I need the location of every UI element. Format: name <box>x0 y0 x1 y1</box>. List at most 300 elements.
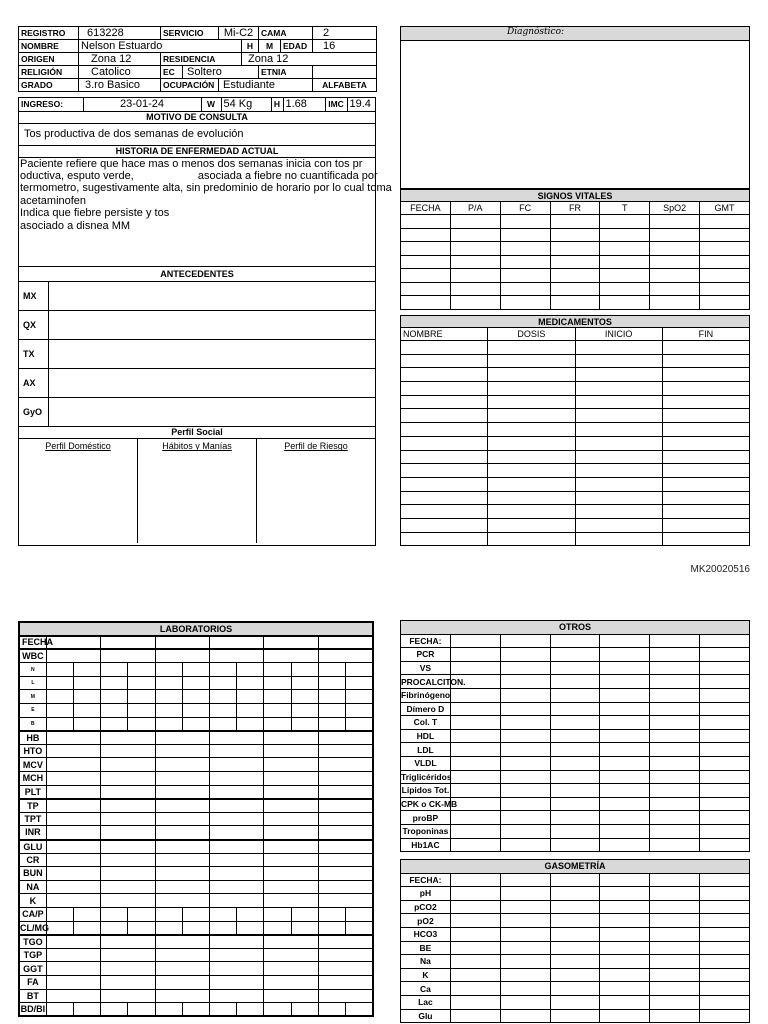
signos-cell[interactable] <box>600 242 650 256</box>
lab-cell[interactable] <box>101 840 155 854</box>
lab-fecha-cell[interactable] <box>210 636 264 650</box>
otros-cell[interactable] <box>450 811 500 825</box>
otros-cell[interactable] <box>700 770 750 784</box>
antecedente-field[interactable] <box>49 340 375 368</box>
lab-cell[interactable] <box>128 704 155 718</box>
lab-cell[interactable] <box>318 853 373 867</box>
lab-cell[interactable] <box>46 853 100 867</box>
lab-cell[interactable] <box>46 989 100 1003</box>
medicamentos-cell[interactable] <box>488 409 575 423</box>
lab-cell[interactable] <box>155 744 209 758</box>
otros-cell[interactable] <box>650 648 700 662</box>
signos-cell[interactable] <box>600 269 650 283</box>
lab-cell[interactable] <box>73 663 100 677</box>
otros-cell[interactable] <box>700 743 750 757</box>
antecedente-field[interactable] <box>49 369 375 397</box>
gasometria-cell[interactable] <box>600 900 650 914</box>
lab-cell[interactable] <box>264 772 318 786</box>
signos-cell[interactable] <box>600 255 650 269</box>
lab-cell[interactable] <box>101 880 155 894</box>
otros-cell[interactable] <box>650 634 700 648</box>
otros-cell[interactable] <box>500 811 550 825</box>
gasometria-cell[interactable] <box>700 995 750 1009</box>
gasometria-cell[interactable] <box>500 900 550 914</box>
otros-cell[interactable] <box>650 784 700 798</box>
signos-cell[interactable] <box>450 215 500 229</box>
lab-cell[interactable] <box>318 894 373 908</box>
otros-cell[interactable] <box>500 824 550 838</box>
lab-cell[interactable] <box>73 907 100 921</box>
lab-cell[interactable] <box>101 894 155 908</box>
gasometria-cell[interactable] <box>450 927 500 941</box>
lab-cell[interactable] <box>101 744 155 758</box>
lab-cell[interactable] <box>318 731 373 745</box>
gasometria-cell[interactable] <box>600 887 650 901</box>
lab-cell[interactable] <box>155 812 209 826</box>
lab-cell[interactable] <box>210 676 237 690</box>
lab-cell[interactable] <box>101 676 128 690</box>
lab-cell[interactable] <box>101 663 128 677</box>
gasometria-cell[interactable] <box>500 995 550 1009</box>
lab-cell[interactable] <box>155 975 209 989</box>
lab-cell[interactable] <box>46 772 100 786</box>
medicamentos-cell[interactable] <box>488 368 575 382</box>
signos-cell[interactable] <box>450 228 500 242</box>
otros-cell[interactable] <box>700 784 750 798</box>
lab-cell[interactable] <box>210 717 237 731</box>
medicamentos-cell[interactable] <box>575 518 662 532</box>
medicamentos-cell[interactable] <box>662 464 749 478</box>
gasometria-cell[interactable] <box>550 955 600 969</box>
lab-cell[interactable] <box>210 975 264 989</box>
lab-cell[interactable] <box>128 921 155 935</box>
otros-cell[interactable] <box>700 756 750 770</box>
lab-cell[interactable] <box>101 758 155 772</box>
signos-cell[interactable] <box>450 255 500 269</box>
lab-cell[interactable] <box>291 907 318 921</box>
gasometria-cell[interactable] <box>500 955 550 969</box>
gasometria-cell[interactable] <box>650 927 700 941</box>
lab-cell[interactable] <box>101 1003 128 1017</box>
signos-cell[interactable] <box>500 215 550 229</box>
gasometria-cell[interactable] <box>600 968 650 982</box>
lab-cell[interactable] <box>210 826 264 840</box>
lab-cell[interactable] <box>101 867 155 881</box>
lab-cell[interactable] <box>210 690 237 704</box>
otros-cell[interactable] <box>550 688 600 702</box>
lab-cell[interactable] <box>237 921 264 935</box>
lab-cell[interactable] <box>155 758 209 772</box>
medicamentos-cell[interactable] <box>662 409 749 423</box>
otros-cell[interactable] <box>650 811 700 825</box>
lab-cell[interactable] <box>101 975 155 989</box>
medicamentos-cell[interactable] <box>401 505 488 519</box>
lab-cell[interactable] <box>73 690 100 704</box>
lab-cell[interactable] <box>318 921 345 935</box>
gasometria-cell[interactable] <box>500 968 550 982</box>
lab-cell[interactable] <box>210 840 264 854</box>
otros-cell[interactable] <box>600 661 650 675</box>
lab-cell[interactable] <box>264 921 291 935</box>
lab-cell[interactable] <box>291 690 318 704</box>
lab-cell[interactable] <box>264 663 291 677</box>
lab-cell[interactable] <box>318 962 373 976</box>
otros-cell[interactable] <box>550 661 600 675</box>
gasometria-cell[interactable] <box>450 982 500 996</box>
lab-cell[interactable] <box>46 1003 73 1017</box>
medicamentos-cell[interactable] <box>575 382 662 396</box>
lab-fecha-cell[interactable] <box>101 636 155 650</box>
otros-cell[interactable] <box>450 797 500 811</box>
gasometria-cell[interactable] <box>700 900 750 914</box>
signos-cell[interactable] <box>401 296 451 310</box>
gasometria-cell[interactable] <box>700 887 750 901</box>
medicamentos-cell[interactable] <box>488 532 575 546</box>
lab-cell[interactable] <box>155 649 209 663</box>
otros-cell[interactable] <box>450 770 500 784</box>
gasometria-cell[interactable] <box>500 873 550 887</box>
lab-cell[interactable] <box>264 840 318 854</box>
lab-cell[interactable] <box>264 935 318 949</box>
medicamentos-cell[interactable] <box>662 450 749 464</box>
gasometria-cell[interactable] <box>550 914 600 928</box>
lab-cell[interactable] <box>46 975 100 989</box>
signos-cell[interactable] <box>700 282 750 296</box>
lab-cell[interactable] <box>264 853 318 867</box>
lab-cell[interactable] <box>46 840 100 854</box>
otros-cell[interactable] <box>450 824 500 838</box>
gasometria-cell[interactable] <box>450 955 500 969</box>
lab-cell[interactable] <box>210 894 264 908</box>
medicamentos-cell[interactable] <box>488 464 575 478</box>
otros-cell[interactable] <box>600 756 650 770</box>
lab-cell[interactable] <box>291 676 318 690</box>
gasometria-cell[interactable] <box>650 968 700 982</box>
medicamentos-cell[interactable] <box>401 491 488 505</box>
otros-cell[interactable] <box>550 675 600 689</box>
gasometria-cell[interactable] <box>450 900 500 914</box>
lab-cell[interactable] <box>318 690 345 704</box>
lab-cell[interactable] <box>182 1003 209 1017</box>
medicamentos-cell[interactable] <box>401 518 488 532</box>
medicamentos-cell[interactable] <box>488 491 575 505</box>
lab-cell[interactable] <box>101 772 155 786</box>
lab-cell[interactable] <box>46 663 73 677</box>
lab-cell[interactable] <box>73 676 100 690</box>
medicamentos-cell[interactable] <box>488 518 575 532</box>
gasometria-cell[interactable] <box>450 873 500 887</box>
medicamentos-cell[interactable] <box>488 382 575 396</box>
otros-cell[interactable] <box>700 688 750 702</box>
medicamentos-cell[interactable] <box>401 341 488 355</box>
lab-cell[interactable] <box>128 717 155 731</box>
otros-cell[interactable] <box>600 797 650 811</box>
gasometria-cell[interactable] <box>700 927 750 941</box>
otros-cell[interactable] <box>600 770 650 784</box>
otros-cell[interactable] <box>450 716 500 730</box>
lab-cell[interactable] <box>155 948 209 962</box>
lab-cell[interactable] <box>46 731 100 745</box>
signos-cell[interactable] <box>700 228 750 242</box>
signos-cell[interactable] <box>450 282 500 296</box>
lab-cell[interactable] <box>155 921 182 935</box>
lab-cell[interactable] <box>73 717 100 731</box>
lab-cell[interactable] <box>46 880 100 894</box>
gasometria-cell[interactable] <box>600 955 650 969</box>
lab-cell[interactable] <box>210 744 264 758</box>
lab-cell[interactable] <box>291 717 318 731</box>
otros-cell[interactable] <box>550 648 600 662</box>
lab-cell[interactable] <box>210 758 264 772</box>
lab-cell[interactable] <box>155 785 209 799</box>
gasometria-cell[interactable] <box>500 982 550 996</box>
lab-cell[interactable] <box>46 717 73 731</box>
lab-cell[interactable] <box>182 921 209 935</box>
lab-cell[interactable] <box>318 867 373 881</box>
signos-cell[interactable] <box>700 269 750 283</box>
lab-cell[interactable] <box>237 717 264 731</box>
otros-cell[interactable] <box>450 743 500 757</box>
gasometria-cell[interactable] <box>600 927 650 941</box>
medicamentos-cell[interactable] <box>401 382 488 396</box>
lab-cell[interactable] <box>210 812 264 826</box>
medicamentos-cell[interactable] <box>662 436 749 450</box>
lab-cell[interactable] <box>264 880 318 894</box>
gasometria-cell[interactable] <box>700 873 750 887</box>
signos-cell[interactable] <box>600 296 650 310</box>
lab-cell[interactable] <box>101 690 128 704</box>
signos-cell[interactable] <box>500 255 550 269</box>
gasometria-cell[interactable] <box>550 927 600 941</box>
gasometria-cell[interactable] <box>650 995 700 1009</box>
otros-cell[interactable] <box>500 634 550 648</box>
gasometria-cell[interactable] <box>700 914 750 928</box>
gasometria-cell[interactable] <box>650 982 700 996</box>
lab-cell[interactable] <box>46 935 100 949</box>
lab-cell[interactable] <box>291 704 318 718</box>
signos-cell[interactable] <box>600 215 650 229</box>
otros-cell[interactable] <box>650 743 700 757</box>
lab-cell[interactable] <box>155 894 209 908</box>
otros-cell[interactable] <box>550 729 600 743</box>
otros-cell[interactable] <box>450 784 500 798</box>
otros-cell[interactable] <box>500 770 550 784</box>
otros-cell[interactable] <box>550 743 600 757</box>
otros-cell[interactable] <box>500 838 550 852</box>
lab-cell[interactable] <box>46 676 73 690</box>
otros-cell[interactable] <box>600 634 650 648</box>
lab-cell[interactable] <box>46 649 100 663</box>
lab-cell[interactable] <box>237 907 264 921</box>
otros-cell[interactable] <box>450 688 500 702</box>
lab-cell[interactable] <box>210 880 264 894</box>
otros-cell[interactable] <box>650 797 700 811</box>
medicamentos-cell[interactable] <box>488 436 575 450</box>
lab-cell[interactable] <box>73 1003 100 1017</box>
medicamentos-cell[interactable] <box>488 450 575 464</box>
lab-fecha-cell[interactable] <box>318 636 373 650</box>
medicamentos-cell[interactable] <box>488 423 575 437</box>
medicamentos-cell[interactable] <box>662 368 749 382</box>
gasometria-cell[interactable] <box>450 887 500 901</box>
medicamentos-cell[interactable] <box>575 505 662 519</box>
lab-fecha-cell[interactable] <box>155 636 209 650</box>
lab-cell[interactable] <box>318 772 373 786</box>
lab-cell[interactable] <box>318 975 373 989</box>
lab-cell[interactable] <box>101 717 128 731</box>
lab-cell[interactable] <box>101 731 155 745</box>
lab-cell[interactable] <box>291 663 318 677</box>
otros-cell[interactable] <box>600 675 650 689</box>
otros-cell[interactable] <box>550 784 600 798</box>
gasometria-cell[interactable] <box>650 873 700 887</box>
signos-cell[interactable] <box>450 269 500 283</box>
lab-cell[interactable] <box>210 799 264 813</box>
lab-cell[interactable] <box>318 880 373 894</box>
gasometria-cell[interactable] <box>650 955 700 969</box>
gasometria-cell[interactable] <box>550 941 600 955</box>
lab-cell[interactable] <box>155 962 209 976</box>
lab-cell[interactable] <box>264 785 318 799</box>
otros-cell[interactable] <box>700 729 750 743</box>
otros-cell[interactable] <box>550 716 600 730</box>
lab-cell[interactable] <box>128 663 155 677</box>
lab-cell[interactable] <box>155 717 182 731</box>
gasometria-cell[interactable] <box>450 1009 500 1023</box>
otros-cell[interactable] <box>700 648 750 662</box>
gasometria-cell[interactable] <box>550 887 600 901</box>
medicamentos-cell[interactable] <box>488 341 575 355</box>
lab-cell[interactable] <box>237 1003 264 1017</box>
medicamentos-cell[interactable] <box>575 395 662 409</box>
medicamentos-cell[interactable] <box>401 464 488 478</box>
lab-cell[interactable] <box>264 731 318 745</box>
signos-cell[interactable] <box>550 282 600 296</box>
perfil-column[interactable] <box>138 439 257 543</box>
otros-cell[interactable] <box>500 702 550 716</box>
lab-cell[interactable] <box>128 690 155 704</box>
otros-cell[interactable] <box>700 702 750 716</box>
otros-cell[interactable] <box>700 797 750 811</box>
gasometria-cell[interactable] <box>500 927 550 941</box>
medicamentos-cell[interactable] <box>662 395 749 409</box>
lab-cell[interactable] <box>155 676 182 690</box>
lab-cell[interactable] <box>46 894 100 908</box>
otros-cell[interactable] <box>650 661 700 675</box>
lab-cell[interactable] <box>210 867 264 881</box>
gasometria-cell[interactable] <box>650 887 700 901</box>
lab-cell[interactable] <box>46 799 100 813</box>
lab-cell[interactable] <box>210 1003 237 1017</box>
lab-cell[interactable] <box>318 758 373 772</box>
medicamentos-cell[interactable] <box>401 368 488 382</box>
signos-cell[interactable] <box>650 242 700 256</box>
lab-cell[interactable] <box>346 704 373 718</box>
lab-cell[interactable] <box>128 1003 155 1017</box>
lab-cell[interactable] <box>210 948 264 962</box>
gasometria-cell[interactable] <box>700 982 750 996</box>
otros-cell[interactable] <box>500 661 550 675</box>
otros-cell[interactable] <box>450 756 500 770</box>
lab-cell[interactable] <box>155 690 182 704</box>
signos-cell[interactable] <box>550 269 600 283</box>
lab-cell[interactable] <box>101 826 155 840</box>
lab-cell[interactable] <box>318 826 373 840</box>
lab-cell[interactable] <box>155 799 209 813</box>
lab-cell[interactable] <box>210 704 237 718</box>
lab-cell[interactable] <box>182 676 209 690</box>
lab-cell[interactable] <box>182 690 209 704</box>
otros-cell[interactable] <box>600 702 650 716</box>
lab-fecha-cell[interactable] <box>46 636 100 650</box>
lab-cell[interactable] <box>237 676 264 690</box>
medicamentos-cell[interactable] <box>575 341 662 355</box>
lab-cell[interactable] <box>46 744 100 758</box>
gasometria-cell[interactable] <box>650 914 700 928</box>
otros-cell[interactable] <box>450 702 500 716</box>
medicamentos-cell[interactable] <box>401 436 488 450</box>
signos-cell[interactable] <box>650 296 700 310</box>
otros-cell[interactable] <box>500 756 550 770</box>
otros-cell[interactable] <box>450 661 500 675</box>
lab-cell[interactable] <box>210 989 264 1003</box>
signos-cell[interactable] <box>450 296 500 310</box>
otros-cell[interactable] <box>550 756 600 770</box>
lab-cell[interactable] <box>264 962 318 976</box>
lab-cell[interactable] <box>237 704 264 718</box>
otros-cell[interactable] <box>450 838 500 852</box>
otros-cell[interactable] <box>700 675 750 689</box>
lab-cell[interactable] <box>73 704 100 718</box>
lab-cell[interactable] <box>264 812 318 826</box>
perfil-column[interactable] <box>19 439 138 543</box>
lab-cell[interactable] <box>101 907 128 921</box>
otros-cell[interactable] <box>500 743 550 757</box>
medicamentos-cell[interactable] <box>662 354 749 368</box>
gasometria-cell[interactable] <box>600 914 650 928</box>
lab-cell[interactable] <box>264 799 318 813</box>
lab-cell[interactable] <box>46 962 100 976</box>
signos-cell[interactable] <box>401 215 451 229</box>
lab-cell[interactable] <box>346 921 373 935</box>
lab-cell[interactable] <box>210 935 264 949</box>
lab-cell[interactable] <box>155 880 209 894</box>
otros-cell[interactable] <box>450 648 500 662</box>
gasometria-cell[interactable] <box>550 968 600 982</box>
otros-cell[interactable] <box>650 716 700 730</box>
lab-cell[interactable] <box>101 649 155 663</box>
medicamentos-cell[interactable] <box>662 518 749 532</box>
otros-cell[interactable] <box>450 634 500 648</box>
otros-cell[interactable] <box>500 784 550 798</box>
lab-cell[interactable] <box>46 785 100 799</box>
otros-cell[interactable] <box>550 838 600 852</box>
lab-cell[interactable] <box>318 663 345 677</box>
medicamentos-cell[interactable] <box>662 505 749 519</box>
otros-cell[interactable] <box>550 702 600 716</box>
lab-cell[interactable] <box>46 690 73 704</box>
lab-cell[interactable] <box>264 690 291 704</box>
lab-cell[interactable] <box>155 772 209 786</box>
lab-cell[interactable] <box>46 758 100 772</box>
otros-cell[interactable] <box>700 716 750 730</box>
signos-cell[interactable] <box>650 255 700 269</box>
lab-cell[interactable] <box>210 785 264 799</box>
medicamentos-cell[interactable] <box>662 341 749 355</box>
signos-cell[interactable] <box>700 215 750 229</box>
otros-cell[interactable] <box>700 811 750 825</box>
lab-cell[interactable] <box>182 704 209 718</box>
